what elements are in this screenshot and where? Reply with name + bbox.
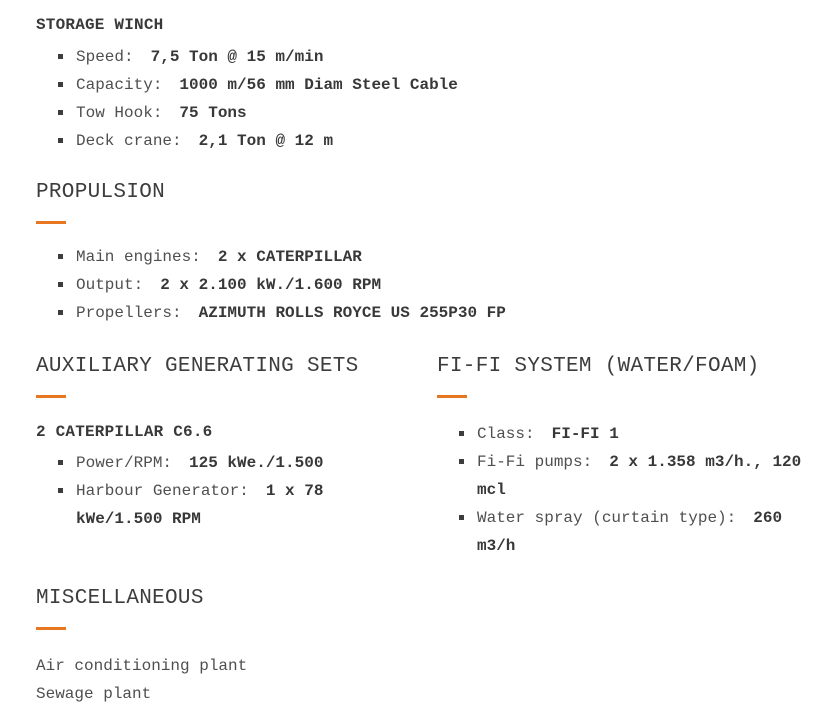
spec-label: Main engines: — [76, 248, 201, 266]
spec-label: Power/RPM: — [76, 454, 173, 472]
spec-item — [36, 71, 806, 99]
square-bullet-icon — [459, 515, 464, 520]
square-bullet-icon — [58, 460, 63, 465]
miscellaneous-line: Air conditioning plant — [36, 657, 248, 675]
auxiliary-section — [36, 354, 410, 560]
spec-item — [437, 448, 806, 504]
spec-item — [437, 504, 806, 560]
square-bullet-icon — [58, 138, 63, 143]
fifi-section-title: FI-FI SYSTEM (WATER/FOAM) — [437, 355, 760, 378]
miscellaneous-section-title: MISCELLANEOUS — [36, 587, 204, 610]
fifi-list — [437, 420, 806, 560]
square-bullet-icon — [58, 310, 63, 315]
accent-dash — [36, 627, 66, 630]
spec-label: Capacity: — [76, 76, 163, 94]
spec-label: Water spray (curtain type): — [477, 509, 737, 527]
spec-value: 1000 m/56 mm Diam Steel Cable — [179, 76, 458, 94]
spec-label: Speed: — [76, 48, 134, 66]
spec-label: Propellers: — [76, 304, 182, 322]
spec-value: FI-FI 1 — [551, 425, 619, 443]
spec-value: 2 x CATERPILLAR — [217, 248, 362, 266]
spec-value: 2 x 2.100 kW./1.600 RPM — [160, 276, 382, 294]
accent-dash — [36, 221, 66, 224]
square-bullet-icon — [459, 431, 464, 436]
spec-label: Class: — [477, 425, 535, 443]
spec-value: 125 kWe./1.500 — [189, 454, 324, 472]
propulsion-section — [36, 180, 806, 327]
square-bullet-icon — [58, 82, 63, 87]
auxiliary-section-title: AUXILIARY GENERATING SETS — [36, 355, 359, 378]
column-gap — [410, 354, 437, 560]
propulsion-section-title: PROPULSION — [36, 181, 166, 204]
spec-item — [36, 299, 806, 327]
spec-value: 75 Tons — [179, 104, 247, 122]
square-bullet-icon — [58, 254, 63, 259]
spec-value: AZIMUTH ROLLS ROYCE US 255P30 FP — [198, 304, 506, 322]
accent-dash — [437, 395, 467, 398]
spec-label: Deck crane: — [76, 132, 182, 150]
square-bullet-icon — [58, 54, 63, 59]
spec-label: Harbour Generator: — [76, 482, 249, 500]
spec-item — [36, 243, 806, 271]
spec-item — [36, 127, 806, 155]
accent-dash — [36, 395, 66, 398]
spec-label: Fi-Fi pumps: — [477, 453, 593, 471]
spec-item — [36, 99, 806, 127]
spec-item — [437, 420, 806, 448]
two-column-row — [36, 354, 806, 560]
spec-item — [36, 477, 410, 533]
spec-item — [36, 43, 806, 71]
spec-item — [36, 449, 410, 477]
spec-value: 7,5 Ton @ 15 m/min — [150, 48, 324, 66]
miscellaneous-lines — [36, 652, 806, 708]
spec-value: 260 m3/h — [477, 509, 783, 555]
square-bullet-icon — [459, 459, 464, 464]
propulsion-list — [36, 243, 806, 327]
auxiliary-list — [36, 449, 410, 533]
spec-label: Output: — [76, 276, 144, 294]
fifi-section — [437, 354, 806, 560]
square-bullet-icon — [58, 282, 63, 287]
miscellaneous-section — [36, 586, 806, 708]
square-bullet-icon — [58, 110, 63, 115]
square-bullet-icon — [58, 488, 63, 493]
auxiliary-subheading: 2 CATERPILLAR C6.6 — [36, 423, 213, 441]
miscellaneous-line: Sewage plant — [36, 685, 152, 703]
spec-value: 1 x 78 kWe/1.500 RPM — [76, 482, 324, 528]
storage-winch-subheading: STORAGE WINCH — [36, 16, 164, 34]
spec-label: Tow Hook: — [76, 104, 163, 122]
spec-value: 2,1 Ton @ 12 m — [198, 132, 334, 150]
storage-winch-list — [36, 43, 806, 155]
spec-item — [36, 271, 806, 299]
spec-value: 2 x 1.358 m3/h., 120 mcl — [477, 453, 802, 499]
